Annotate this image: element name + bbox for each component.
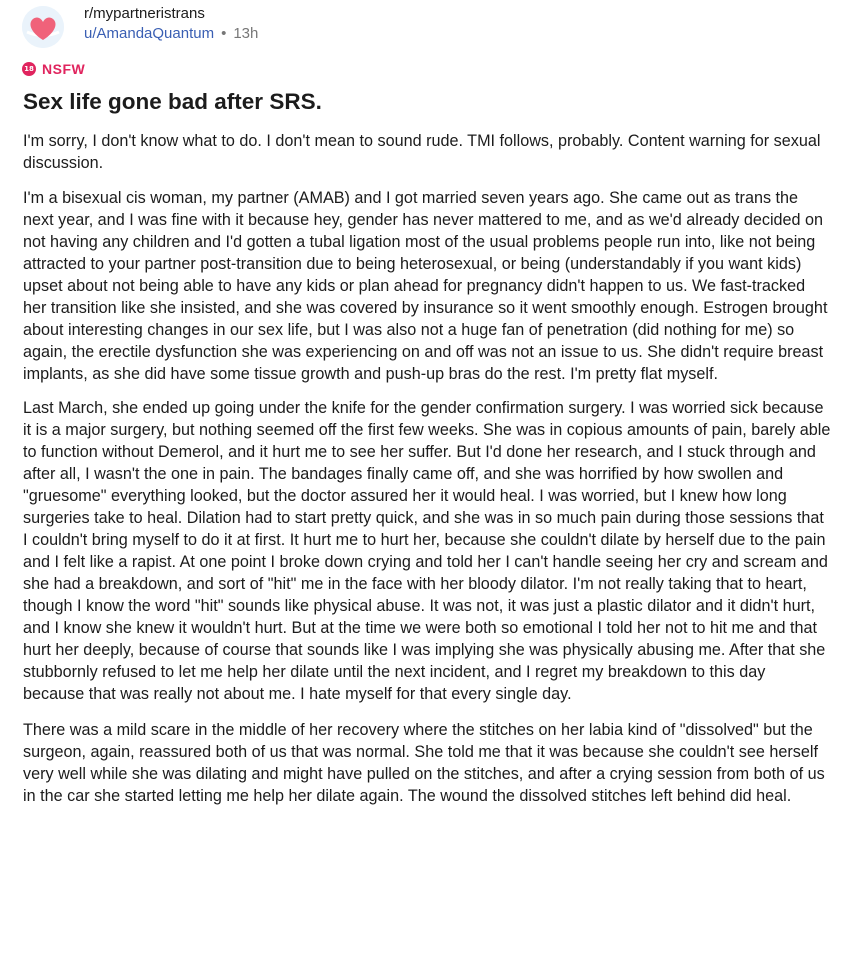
post-age: 13h bbox=[233, 25, 259, 42]
author-username[interactable]: u/AmandaQuantum bbox=[84, 25, 215, 42]
subreddit-name[interactable]: r/mypartneristrans bbox=[84, 5, 205, 22]
post-paragraph: I'm a bisexual cis woman, my partner (AMAB) and I got married seven years ago. She came out as trans the next year, and I was fine with it because hey, gender has never mattered to me, and as we'd already decided on not having any children and I'd gotten a tubal ligation most of the usual problems people run into, like not being attracted to your partner post-transition due to being heterosexual, or being (understandably if you want kids) upset about not being able to have any kids or plan ahead for pregnancy didn't happen to us. We fast-tracked her transition like she insisted, and she was covered by insurance so it went smoothly enough. Estrogen brought about interesting changes in our sex life, but I was also not a huge fan of penetration (did nothing for me) so again, the erectile dysfunction she was experiencing on and off was not an issue to us. She didn't require breast implants, as she did have some tissue growth and push-up bras do the rest. I'm pretty flat myself. bbox=[23, 189, 828, 383]
post-body bbox=[23, 130, 831, 829]
nsfw-label: NSFW bbox=[42, 61, 86, 77]
nsfw-badge bbox=[22, 61, 85, 77]
post-header bbox=[22, 4, 258, 48]
nsfw-18-icon: 18 bbox=[22, 62, 36, 76]
post-paragraph: Last March, she ended up going under the knife for the gender confirmation surgery. I was worried sick because it is a major surgery, but nothing seemed off the first few weeks. She was in copious amounts of pain, barely able to function without Demerol, and it hurt me to see her suffer. But I'd done her research, and I stuck through and after all, I wasn't the one in pain. The bandages finally came off, and she was horrified by how swollen and "gruesome" everything looked, but the doctor assured her it would heal. I was worried, but I knew how long surgeries take to heal. Dilation had to start pretty quick, and she was in so much pain during those sessions that I couldn't bring myself to do it at first. It hurt me to hurt her, because she couldn't dilate by herself due to the pain and I felt like a rapist. At one point I broke down crying and told her I can't handle seeing her cry and scream and she had a breakdown, and sort of "hit" me in the face with her bloody dilator. I'm not really taking that to heart, though I know the word "hit" sounds like physical abuse. It was not, it was just a plastic dilator and it didn't hurt, and I know she knew it wouldn't hurt. But at the time we were both so emotional I told her not to hit me and that hurt her deeply, because of course that sounds like I was implying she was physically abusing me. After that she stubbornly refused to let me help her dilate until the next incident, and I regret my breakdown to this day because that was really not about me. I hate myself for that every single day. bbox=[23, 399, 831, 703]
post-meta bbox=[84, 4, 258, 44]
author-line bbox=[84, 24, 258, 44]
subreddit-avatar-icon[interactable] bbox=[22, 6, 64, 48]
meta-separator: • bbox=[221, 25, 227, 42]
post-paragraph: I'm sorry, I don't know what to do. I don't mean to sound rude. TMI follows, probably. Content warning for sexual discussion. bbox=[23, 132, 821, 172]
post-title[interactable]: Sex life gone bad after SRS. bbox=[23, 89, 322, 114]
post-paragraph: There was a mild scare in the middle of her recovery where the stitches on her labia kind of "dissolved" but the surgeon, again, reassured both of us that was normal. She told me that it was because she couldn't see herself very well while she was dilating and might have pulled on the stitches, and after a crying session from both of us in the car she started letting me help her dilate again. The wound the dissolved stitches left behind did heal. bbox=[23, 721, 825, 805]
